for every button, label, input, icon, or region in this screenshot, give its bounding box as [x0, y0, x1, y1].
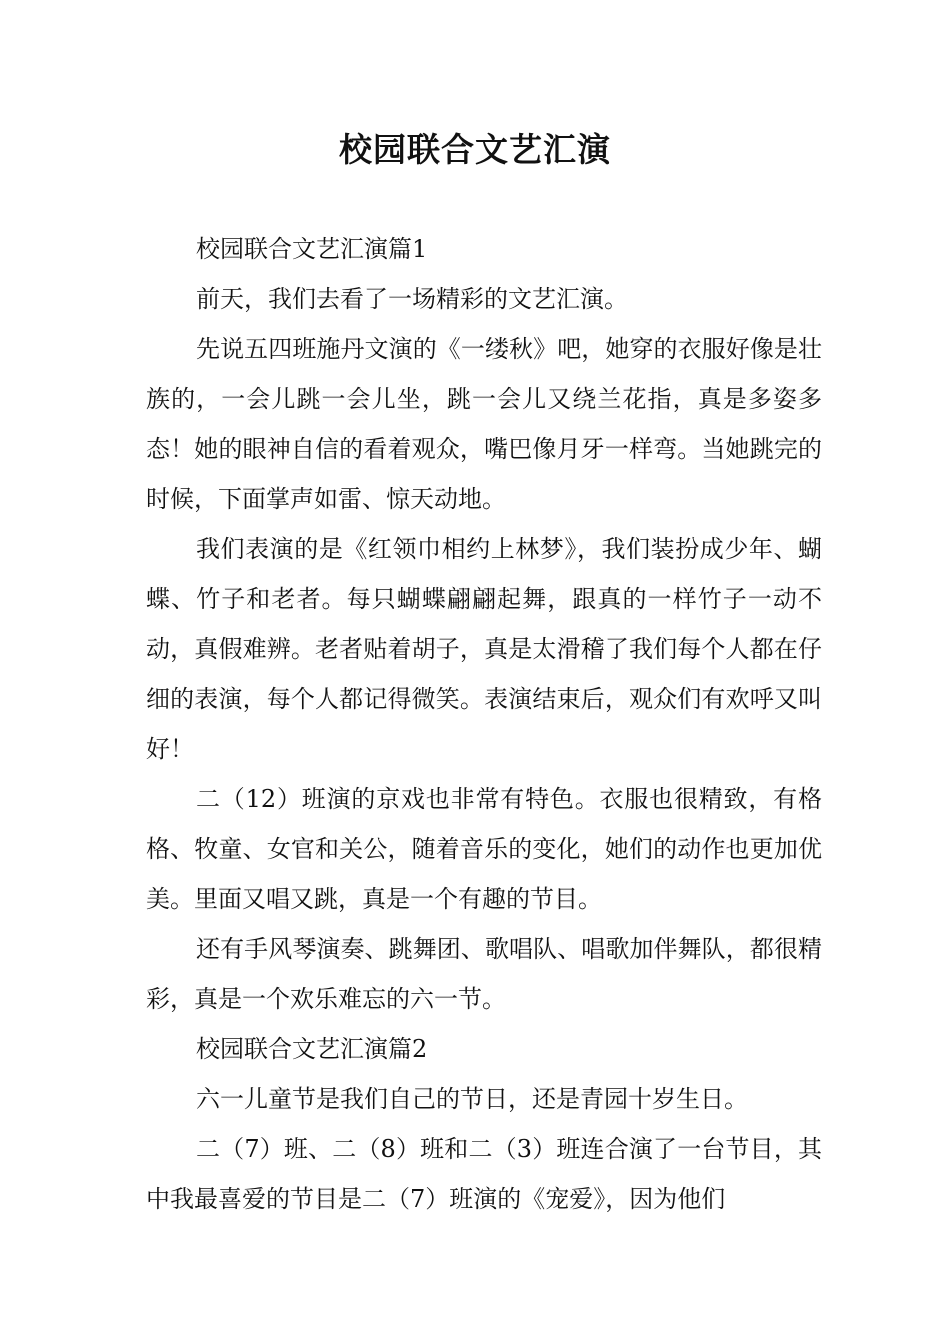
document-body: [146, 224, 822, 1224]
document-title: 校园联合文艺汇演: [339, 130, 611, 169]
paragraph: 二（7）班、二（8）班和二（3）班连合演了一台节目，其中我最喜爱的节目是二（7）班演的《宠爱》，因为他们: [146, 1135, 822, 1213]
paragraph: 我们表演的是《红领巾相约上林梦》，我们装扮成少年、蝴蝶、竹子和老者。每只蝴蝶翩翩起舞，跟真的一样竹子一动不动，真假难辨。老者贴着胡子，真是太滑稽了我们每个人都在仔细的表演，每个人都记得微笑。表演结束后，观众们有欢呼又叫好！: [146, 535, 822, 763]
paragraph: 前天，我们去看了一场精彩的文艺汇演。: [196, 285, 628, 313]
paragraph: 二（12）班演的京戏也非常有特色。衣服也很精致，有格格、牧童、女官和关公，随着音乐的变化，她们的动作也更加优美。里面又唱又跳，真是一个有趣的节目。: [146, 785, 822, 913]
paragraph: 还有手风琴演奏、跳舞团、歌唱队、唱歌加伴舞队，都很精彩，真是一个欢乐难忘的六一节。: [146, 935, 822, 1013]
paragraph: 先说五四班施丹文演的《一缕秋》吧，她穿的衣服好像是壮族的，一会儿跳一会儿坐，跳一会儿又绕兰花指，真是多姿多态！她的眼神自信的看着观众，嘴巴像月牙一样弯。当她跳完的时候，下面掌声如雷、惊天动地。: [146, 335, 822, 513]
section-heading-1: 校园联合文艺汇演篇1: [196, 235, 428, 263]
section-heading-2: 校园联合文艺汇演篇2: [196, 1035, 428, 1063]
paragraph: 六一儿童节是我们自己的节日，还是青园十岁生日。: [196, 1085, 748, 1113]
